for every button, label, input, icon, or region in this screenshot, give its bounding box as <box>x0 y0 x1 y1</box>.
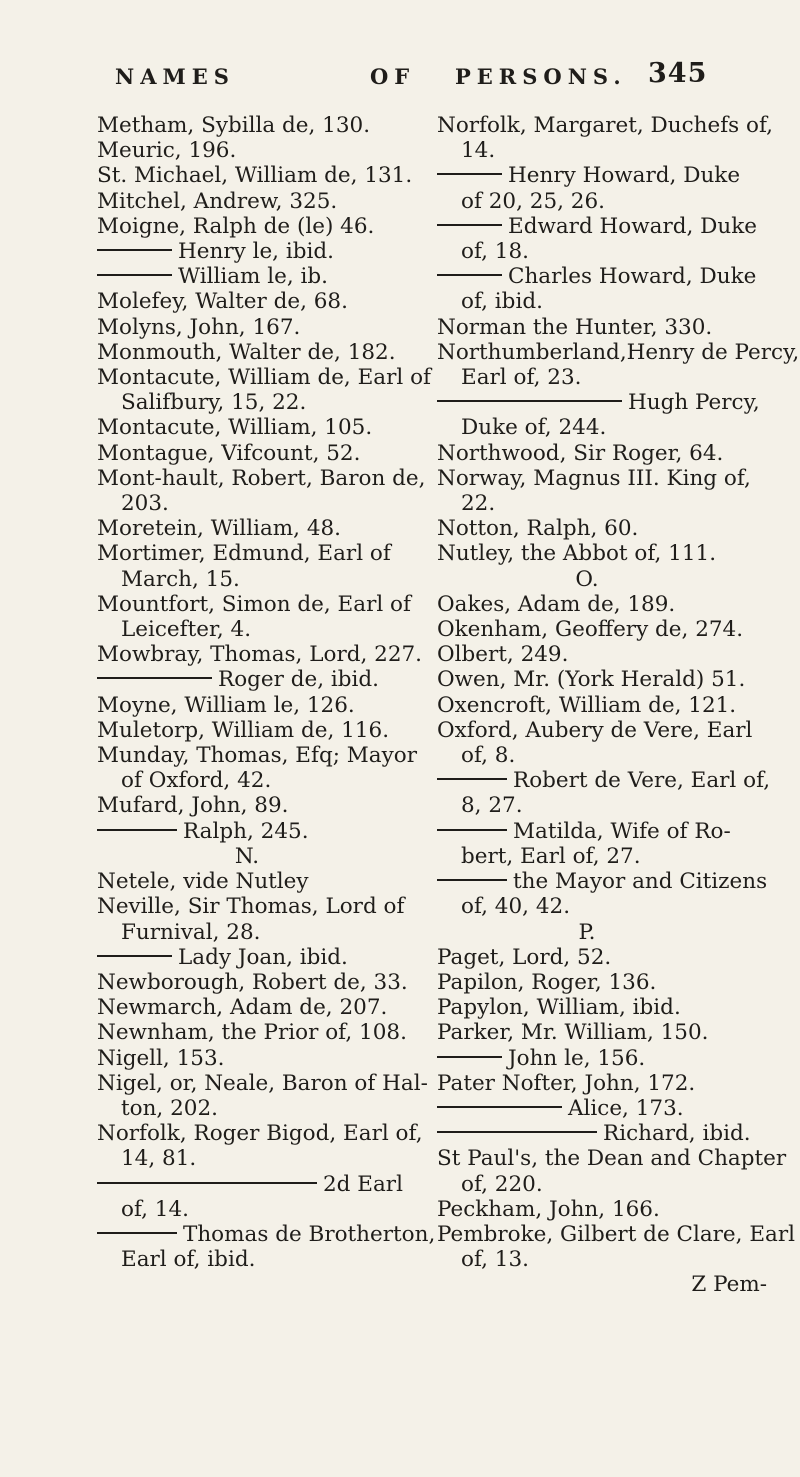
left-index-column <box>97 113 436 1273</box>
entry-text: Edward Howard, Duke <box>508 213 758 239</box>
entry-text: 22. <box>461 491 496 517</box>
entry-text: Oxencroft, William de, 121. <box>437 692 737 718</box>
entry-text: of Oxford, 42. <box>121 768 272 794</box>
index-entry <box>437 390 767 415</box>
entry-text: Earl of, 23. <box>461 365 582 391</box>
index-entry <box>97 239 417 264</box>
index-entry <box>437 441 767 466</box>
section-letter <box>437 567 737 592</box>
index-entry <box>437 491 767 516</box>
ditto-dash <box>437 173 502 175</box>
index-entry <box>437 1172 767 1197</box>
header-names: NAMES <box>115 64 235 89</box>
entry-text: O. <box>575 566 599 592</box>
index-entry <box>97 113 417 138</box>
entry-text: Leicefter, 4. <box>121 617 252 643</box>
entry-text: Nigel, or, Neale, Baron of Hal- <box>97 1070 428 1096</box>
entry-text: St. Michael, William de, 131. <box>97 163 413 189</box>
entry-text: Pater Nofter, John, 172. <box>437 1070 696 1096</box>
entry-text: 14. <box>461 138 496 164</box>
index-entry <box>97 1046 417 1071</box>
index-entry <box>437 239 767 264</box>
index-entry <box>97 1221 436 1247</box>
entry-text: Northwood, Sir Roger, 64. <box>437 440 724 466</box>
entry-text: Nigell, 153. <box>97 1045 225 1071</box>
entry-text: Mont-hault, Robert, Baron de, <box>97 465 426 491</box>
entry-text: Molefey, Walter de, 68. <box>97 289 348 315</box>
index-entry <box>437 466 767 491</box>
index-entry <box>437 667 767 692</box>
index-entry <box>97 667 417 692</box>
index-entry <box>437 516 767 541</box>
index-entry <box>437 365 767 390</box>
entry-text: of, 14. <box>121 1196 189 1222</box>
index-entry <box>437 264 767 289</box>
entry-text: Roger de, ibid. <box>218 667 379 693</box>
entry-text: of, ibid. <box>461 289 543 315</box>
index-entry <box>97 1096 417 1121</box>
entry-text: Henry Howard, Duke <box>508 163 741 189</box>
ditto-dash <box>437 1131 597 1133</box>
entry-text: Alice, 173. <box>568 1095 684 1121</box>
index-entry <box>97 516 417 541</box>
index-entry <box>437 113 774 138</box>
entry-text: Norman the Hunter, 330. <box>437 314 713 340</box>
index-entry <box>97 768 417 793</box>
entry-text: Olbert, 249. <box>437 642 569 668</box>
entry-text: Thomas de Brotherton, <box>183 1221 436 1247</box>
entry-text: Northumberland,Henry de Percy, <box>437 339 800 365</box>
index-entry <box>97 189 417 214</box>
entry-text: ton, 202. <box>121 1095 218 1121</box>
index-entry <box>437 1020 767 1045</box>
entry-text: Munday, Thomas, Efq; Mayor <box>97 743 417 769</box>
ditto-dash <box>437 879 507 881</box>
index-entry <box>97 970 417 995</box>
entry-text: Monmouth, Walter de, 182. <box>97 339 396 365</box>
ditto-dash <box>97 829 177 831</box>
entry-text: Montacute, William, 105. <box>97 415 373 441</box>
index-entry <box>437 1121 767 1146</box>
index-entry <box>437 869 767 894</box>
entry-text: Papilon, Roger, 136. <box>437 969 657 995</box>
index-entry <box>437 214 767 239</box>
ditto-dash <box>437 829 507 831</box>
index-entry <box>437 1197 767 1222</box>
entry-text: Netele, vide Nutley <box>97 869 309 895</box>
ditto-dash <box>97 955 172 957</box>
entry-text: of, 220. <box>461 1171 543 1197</box>
entry-text: 14, 81. <box>121 1146 197 1172</box>
entry-text: Richard, ibid. <box>603 1121 751 1147</box>
entry-text: of 20, 25, 26. <box>461 188 605 214</box>
index-entry <box>97 1121 423 1147</box>
index-entry <box>97 793 417 818</box>
entry-text: N. <box>234 843 260 869</box>
index-entry <box>437 768 771 794</box>
entry-text: Ralph, 245. <box>183 818 309 844</box>
entry-text: Hugh Percy, <box>628 390 760 416</box>
entry-text: Mountfort, Simon de, Earl of <box>97 591 411 617</box>
entry-text: the Mayor and Citizens <box>513 869 768 895</box>
entry-text: Nutley, the Abbot of, 111. <box>437 541 717 567</box>
entry-text: of, 18. <box>461 239 529 265</box>
entry-text: Mortimer, Edmund, Earl of <box>97 541 391 567</box>
ditto-dash <box>97 1232 177 1234</box>
entry-text: Muletorp, William de, 116. <box>97 717 390 743</box>
index-entry <box>437 718 767 743</box>
ditto-dash <box>97 1182 317 1184</box>
entry-text: Peckham, John, 166. <box>437 1196 660 1222</box>
index-entry <box>437 163 767 188</box>
index-entry <box>97 592 417 617</box>
index-entry <box>97 1247 417 1272</box>
index-entry <box>97 264 417 289</box>
index-entry <box>97 541 417 566</box>
index-entry <box>97 1197 417 1222</box>
running-header <box>115 58 755 98</box>
index-entry <box>437 1272 767 1297</box>
entry-text: Z Pem- <box>691 1272 767 1298</box>
header-of: OF <box>370 64 416 89</box>
entry-text: Norfolk, Roger Bigod, Earl of, <box>97 1121 423 1147</box>
index-entry <box>97 995 417 1020</box>
entry-text: Charles Howard, Duke <box>508 264 757 290</box>
index-entry <box>437 138 767 163</box>
entry-text: Moigne, Ralph de (le) 46. <box>97 213 375 239</box>
ditto-dash <box>437 400 622 402</box>
index-entry <box>97 920 417 945</box>
entry-text: St Paul's, the Dean and Chapter <box>437 1146 787 1172</box>
index-entry <box>97 315 417 340</box>
index-entry <box>437 415 767 440</box>
ditto-dash <box>437 224 502 226</box>
index-entry <box>97 743 417 768</box>
entry-text: Moretein, William, 48. <box>97 516 342 542</box>
index-entry <box>437 541 767 566</box>
entry-text: Parker, Mr. William, 150. <box>437 1020 709 1046</box>
entry-text: Moyne, William le, 126. <box>97 692 355 718</box>
index-entry <box>437 289 767 314</box>
entry-text: Neville, Sir Thomas, Lord of <box>97 894 405 920</box>
entry-text: Lady Joan, ibid. <box>178 944 348 970</box>
entry-text: March, 15. <box>121 566 240 592</box>
entry-text: Paget, Lord, 52. <box>437 944 612 970</box>
entry-text: Mowbray, Thomas, Lord, 227. <box>97 642 423 668</box>
entry-text: Okenham, Geoffery de, 274. <box>437 617 744 643</box>
index-entry <box>437 617 767 642</box>
entry-text: P. <box>578 919 596 945</box>
page-number: 345 <box>648 58 708 89</box>
section-letter <box>437 920 737 945</box>
ditto-dash <box>437 1056 502 1058</box>
index-entry <box>97 819 417 844</box>
entry-text: Norway, Magnus III. King of, <box>437 465 751 491</box>
index-entry <box>97 163 417 188</box>
header-persons: PERSONS. <box>455 64 627 89</box>
ditto-dash <box>97 677 212 679</box>
index-entry <box>97 1020 417 1045</box>
index-entry <box>437 793 767 818</box>
index-entry <box>97 340 417 365</box>
index-entry <box>437 995 767 1020</box>
entry-text: Matilda, Wife of Ro- <box>513 818 731 844</box>
right-index-column <box>437 113 800 1298</box>
entry-text: Earl of, ibid. <box>121 1247 256 1273</box>
index-entry <box>437 189 767 214</box>
entry-text: Mitchel, Andrew, 325. <box>97 188 338 214</box>
index-entry <box>97 693 417 718</box>
index-entry <box>437 642 767 667</box>
index-entry <box>97 390 417 415</box>
index-entry <box>437 1096 767 1121</box>
entry-text: Duke of, 244. <box>461 415 607 441</box>
index-entry <box>97 289 417 314</box>
entry-text: Salifbury, 15, 22. <box>121 390 307 416</box>
index-entry <box>437 1247 767 1272</box>
index-entry <box>437 1146 787 1172</box>
entry-text: Pembroke, Gilbert de Clare, Earl <box>437 1221 795 1247</box>
entry-text: Molyns, John, 167. <box>97 314 301 340</box>
entry-text: Furnival, 28. <box>121 919 261 945</box>
index-entry <box>97 945 417 970</box>
ditto-dash <box>437 1106 562 1108</box>
entry-text: Montague, Vifcount, 52. <box>97 440 361 466</box>
index-entry <box>437 970 767 995</box>
index-entry <box>97 642 423 668</box>
entry-text: 2d Earl <box>323 1171 403 1197</box>
entry-text: Montacute, William de, Earl of <box>97 365 432 391</box>
entry-text: Henry le, ibid. <box>178 239 334 265</box>
entry-text: 8, 27. <box>461 793 523 819</box>
ditto-dash <box>437 778 507 780</box>
entry-text: William le, ib. <box>178 264 329 290</box>
entry-text: Mufard, John, 89. <box>97 793 289 819</box>
index-entry <box>97 491 417 516</box>
index-entry <box>97 365 432 391</box>
index-entry <box>97 869 417 894</box>
entry-text: bert, Earl of, 27. <box>461 843 641 869</box>
index-entry <box>97 465 426 491</box>
entry-text: Newmarch, Adam de, 207. <box>97 995 388 1021</box>
index-entry <box>97 214 417 239</box>
entry-text: of, 40, 42. <box>461 894 571 920</box>
index-entry <box>97 441 417 466</box>
entry-text: Robert de Vere, Earl of, <box>513 768 771 794</box>
ditto-dash <box>97 249 172 251</box>
index-entry <box>97 138 417 163</box>
index-entry <box>437 1071 767 1096</box>
ditto-dash <box>97 274 172 276</box>
entry-text: Newborough, Robert de, 33. <box>97 969 408 995</box>
entry-text: Newnham, the Prior of, 108. <box>97 1020 407 1046</box>
index-entry <box>437 945 767 970</box>
entry-text: Metham, Sybilla de, 130. <box>97 113 371 138</box>
entry-text: of, 13. <box>461 1247 529 1273</box>
entry-text: Meuric, 196. <box>97 138 237 164</box>
entry-text: 203. <box>121 491 169 517</box>
index-entry <box>437 1221 795 1247</box>
index-entry <box>97 415 417 440</box>
index-entry <box>97 567 417 592</box>
index-entry <box>437 592 767 617</box>
index-entry <box>97 894 417 919</box>
index-entry <box>97 1070 428 1096</box>
index-entry <box>437 315 767 340</box>
index-entry <box>437 693 767 718</box>
index-entry <box>97 718 417 743</box>
index-entry <box>437 894 767 919</box>
index-entry <box>97 1146 417 1171</box>
entry-text: Norfolk, Margaret, Duchefs of, <box>437 113 774 138</box>
index-entry <box>437 339 800 365</box>
ditto-dash <box>437 274 502 276</box>
index-entry <box>97 617 417 642</box>
index-entry <box>437 1046 767 1071</box>
entry-text: Papylon, William, ibid. <box>437 995 681 1021</box>
index-entry <box>437 844 767 869</box>
entry-text: Oakes, Adam de, 189. <box>437 591 676 617</box>
entry-text: John le, 156. <box>508 1045 646 1071</box>
index-entry <box>437 819 767 844</box>
entry-text: Oxford, Aubery de Vere, Earl <box>437 717 753 743</box>
index-entry <box>97 1172 417 1197</box>
section-letter <box>97 844 397 869</box>
entry-text: Owen, Mr. (York Herald) 51. <box>437 667 746 693</box>
entry-text: of, 8. <box>461 743 516 769</box>
entry-text: Notton, Ralph, 60. <box>437 516 639 542</box>
index-entry <box>437 743 767 768</box>
